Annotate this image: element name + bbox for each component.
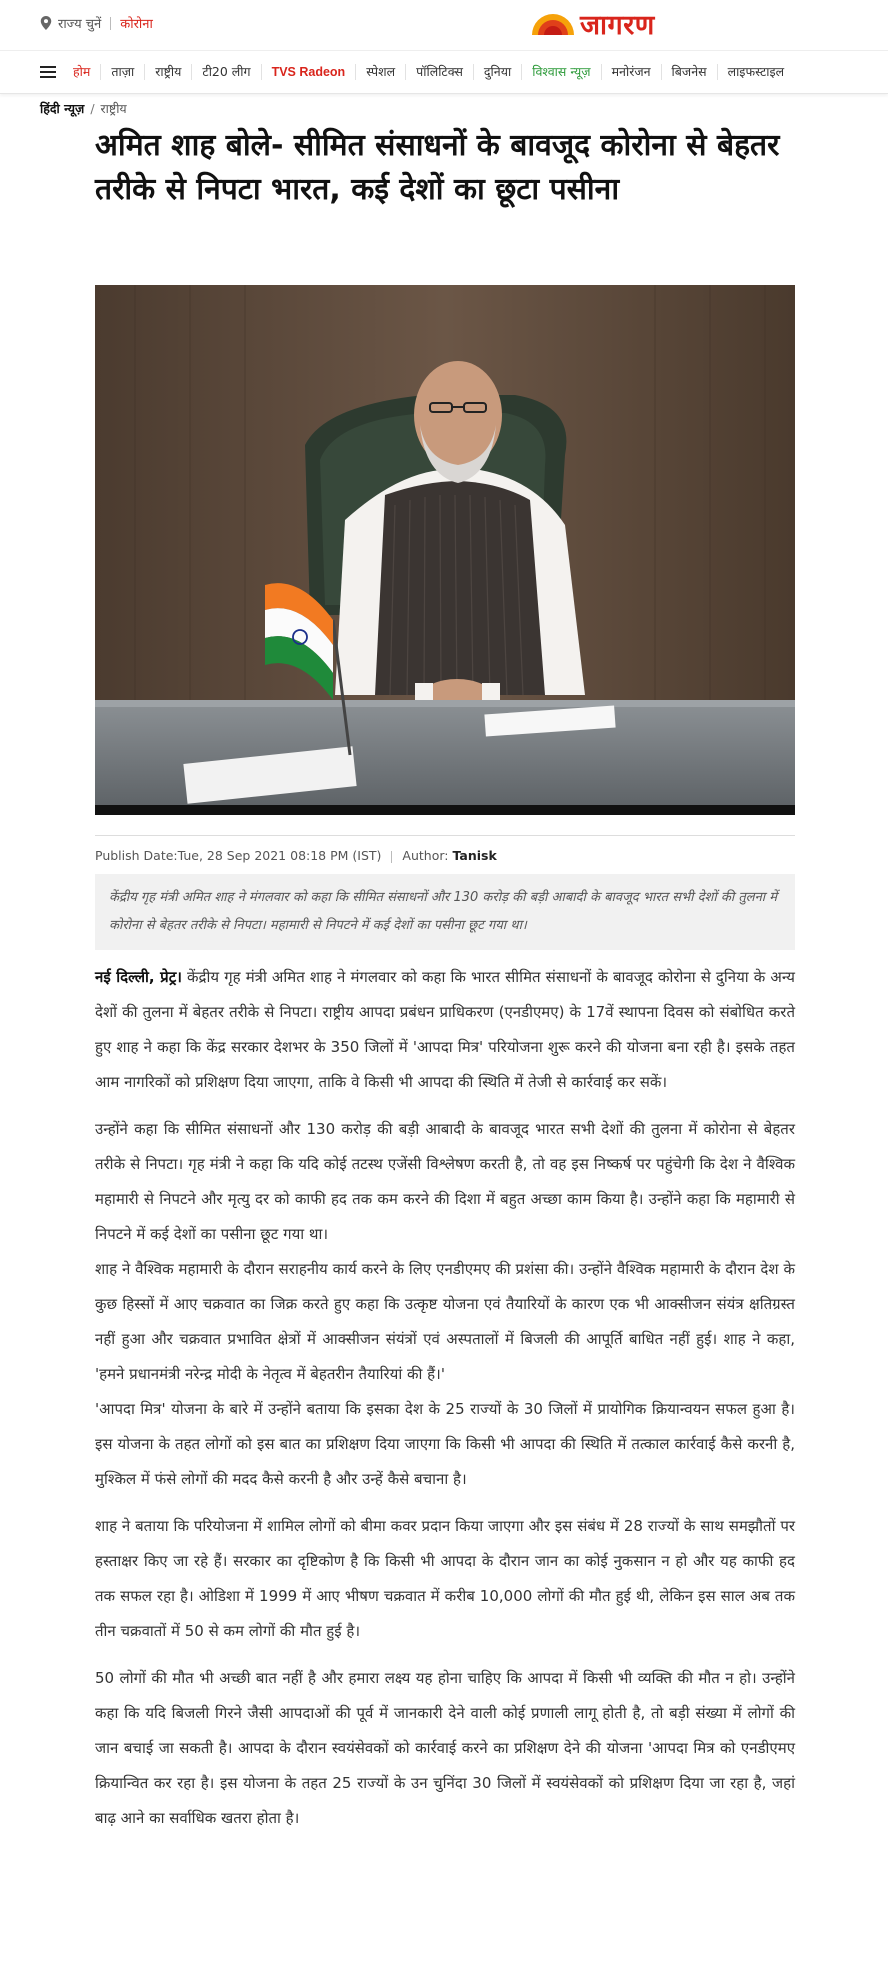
breadcrumb-home[interactable]: हिंदी न्यूज़ bbox=[40, 101, 85, 116]
nav-item-lifestyle[interactable]: लाइफस्टाइल bbox=[727, 64, 785, 79]
breadcrumb-section[interactable]: राष्ट्रीय bbox=[100, 101, 127, 116]
location-label[interactable]: राज्य चुनें bbox=[58, 17, 102, 32]
paragraph: 'आपदा मित्र' योजना के बारे में उन्होंने बताया कि इसका देश के 25 राज्यों के 30 जिलों में प्रायोगिक क्रियान्वयन सफल हुआ है। इस योजना के तहत लोगों को इस बात का प्रशिक्षण दिया जाएगा कि किसी भी आपदा की स्थिति में तत्काल कार्रवाई कैसे करनी है, मुश्किल में फंसे लोगों की मदद कैसे करनी है और उन्हें कैसे बचाना है। bbox=[95, 1400, 795, 1488]
logo-text: जागरण bbox=[580, 9, 655, 41]
paragraph: उन्होंने कहा कि सीमित संसाधनों और 130 करोड़ की बड़ी आबादी के बावजूद भारत सभी देशों की तुलना में कोरोना से बेहतर तरीके से निपटा। गृह मंत्री ने कहा कि यदि कोई तटस्थ एजेंसी विश्लेषण करती है, तो वह इस निष्कर्ष पर पहुंचेगी कि देश ने वैश्विक महामारी से निपटने और मृत्यु दर को काफी हद तक कम करने की दिशा में बहुत अच्छा काम किया है। उन्होंने कहा कि महामारी से निपटने में कई देशों का पसीना छूट गया था। bbox=[95, 1120, 795, 1243]
dateline: नई दिल्ली, प्रेट्र। bbox=[95, 968, 182, 986]
author-label: Author: bbox=[402, 848, 449, 863]
article-meta bbox=[95, 835, 795, 863]
location-pin-icon bbox=[40, 16, 52, 30]
sun-logo-icon bbox=[530, 9, 576, 37]
nav-item-t20-league[interactable]: टी20 लीग bbox=[192, 64, 261, 80]
author-name[interactable]: Tanisk bbox=[452, 848, 497, 863]
location-selector[interactable] bbox=[40, 14, 153, 32]
breadcrumb-separator: / bbox=[90, 101, 95, 116]
paragraph: शाह ने वैश्विक महामारी के दौरान सराहनीय कार्य करने के लिए एनडीएमए की प्रशंसा की। उन्होंने वैश्विक महामारी के दौरान देश के कुछ हिस्सों में आए चक्रवात का जिक्र करते हुए कहा कि उत्कृष्ट योजना एवं तैयारियों के कारण एक भी आक्सीजन संयंत्र क्षतिग्रस्त नहीं हुआ और चक्रवात प्रभावित क्षेत्रों में आक्सीजन संयंत्रों एवं अस्पतालों में बिजली की आपूर्ति बाधित नहीं हुई। शाह ने कहा, 'हमने प्रधानमंत्री नरेन्द्र मोदी के नेतृत्व में बेहतरीन तैयारियां की हैं।' bbox=[95, 1260, 795, 1383]
nav-item-politics[interactable]: पॉलिटिक्स bbox=[406, 64, 474, 80]
divider bbox=[391, 851, 392, 863]
nav-item-latest[interactable]: ताज़ा bbox=[101, 64, 145, 80]
jagran-logo[interactable] bbox=[530, 6, 655, 40]
nav-item-entertainment[interactable]: मनोरंजन bbox=[602, 64, 662, 80]
paragraph: शाह ने बताया कि परियोजना में शामिल लोगों को बीमा कवर प्रदान किया जाएगा और इस संबंध में 28 राज्यों के साथ समझौतों पर हस्ताक्षर किए जा रहे हैं। सरकार का दृष्टिकोण है कि किसी भी आपदा के दौरान जान का कोई नुकसान न हो और यह काफी हद तक सफल रहा है। ओडिशा में 1999 में आए भीषण चक्रवात में करीब 10,000 लोगों की मौत हुई थी, लेकिन इस साल अब तक तीन चक्रवातों में 50 से कम लोगों की मौत हुई है। bbox=[95, 1517, 795, 1640]
article-body bbox=[95, 960, 795, 1848]
nav-item-home[interactable]: होम bbox=[63, 64, 101, 80]
breadcrumb bbox=[40, 100, 127, 117]
nav-item-tvs-radeon[interactable]: TVS Radeon bbox=[262, 64, 357, 80]
paragraph bbox=[95, 960, 795, 1100]
paragraph: 50 लोगों की मौत भी अच्छी बात नहीं है और हमारा लक्ष्य यह होना चाहिए कि आपदा में किसी भी व्यक्ति की मौत न हो। उन्होंने कहा कि यदि बिजली गिरने जैसी आपदाओं की पूर्व में जानकारी देने वाली कोई प्रणाली लागू होती है, तो बड़ी संख्या में लोगों की जान बचाई जा सकती है। आपदा के दौरान स्वयंसेवकों को कार्रवाई करने का प्रशिक्षण देने की योजना 'आपदा मित्र को एनडीएमए क्रियान्वित कर रहा है। इस योजना के तहत 25 राज्यों के उन चुनिंदा 30 जिलों में स्वयंसेवकों को प्रशिक्षण दिया जा रहा है, जहां बाढ़ आने का सर्वाधिक खतरा होता है। bbox=[95, 1669, 795, 1827]
article-summary: केंद्रीय गृह मंत्री अमित शाह ने मंगलवार को कहा कि सीमित संसाधनों और 130 करोड़ की बड़ी आबादी के बावजूद भारत सभी देशों की तुलना में कोरोना से बेहतर तरीके से निपटा। महामारी से निपटने में कई देशों का पसीना छूट गया था। bbox=[95, 874, 795, 950]
top-bar bbox=[0, 0, 888, 48]
nav-item-business[interactable]: बिजनेस bbox=[662, 64, 718, 80]
paragraph-text: केंद्रीय गृह मंत्री अमित शाह ने मंगलवार को कहा कि भारत सीमित संसाधनों के बावजूद कोरोना से दुनिया के अन्य देशों की तुलना में बेहतर तरीके से निपटा। राष्ट्रीय आपदा प्रबंधन प्राधिकरण (एनडीएमए) के 17वें स्थापना दिवस को संबोधित करते हुए शाह ने कहा कि केंद्र सरकार देशभर के 350 जिलों में 'आपदा मित्र' परियोजना शुरू करने की योजना बना रही है। इसके तहत आम नागरिकों को प्रशिक्षण दिया जाएगा, ताकि वे किसी भी आपदा की स्थिति में तेजी से कार्रवाई कर सकें। bbox=[95, 968, 795, 1091]
nav-list bbox=[63, 51, 794, 93]
nav-item-special[interactable]: स्पेशल bbox=[356, 64, 406, 80]
hamburger-menu-icon[interactable] bbox=[40, 66, 56, 78]
article-photo bbox=[95, 285, 795, 815]
article-title: अमित शाह बोले- सीमित संसाधनों के बावजूद कोरोना से बेहतर तरीके से निपटा भारत, कई देशों का छूटा पसीना bbox=[95, 128, 780, 207]
nav-item-national[interactable]: राष्ट्रीय bbox=[145, 64, 192, 80]
corona-link[interactable]: कोरोना bbox=[120, 17, 153, 32]
divider bbox=[110, 17, 111, 30]
main-nav bbox=[0, 50, 888, 94]
nav-item-world[interactable]: दुनिया bbox=[474, 64, 522, 80]
publish-date: Publish Date:Tue, 28 Sep 2021 08:18 PM (IST) bbox=[95, 848, 382, 863]
nav-item-vishvas-news[interactable]: विश्वास न्यूज़ bbox=[522, 64, 601, 80]
